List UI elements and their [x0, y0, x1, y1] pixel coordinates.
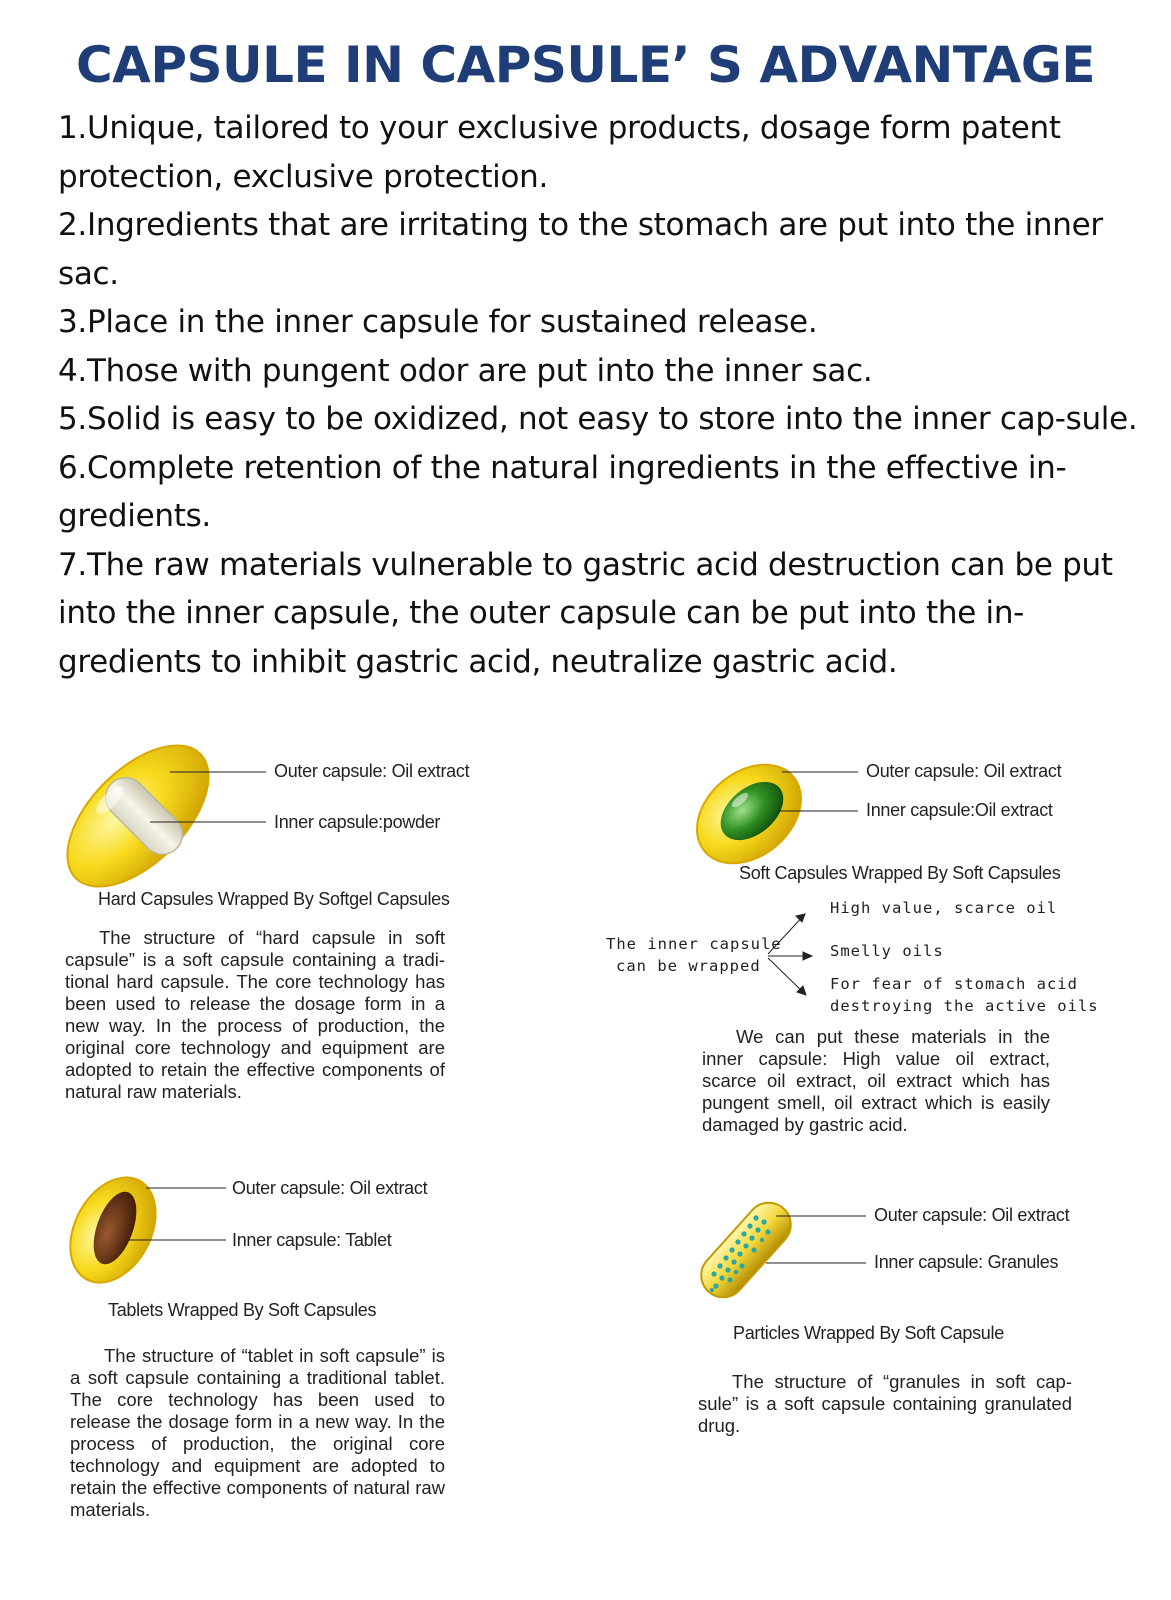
- panel-description: The structure of “tablet in soft capsule” is a soft capsule containing a traditional tablet. The core technology has been used to release the dosage form in a new way. In the process of production, the original core technology and equipment are adopted to retain the effective components of natural raw materials.: [70, 1345, 445, 1520]
- capsule-powder-illustration: [43, 721, 234, 912]
- panel-caption: Tablets Wrapped By Soft Capsules: [108, 1300, 377, 1320]
- panel-caption: Particles Wrapped By Soft Capsule: [733, 1323, 1004, 1343]
- advantage-item: 3.Place in the inner capsule for sustained release.: [58, 304, 818, 340]
- inner-capsule-label: Inner capsule: Tablet: [232, 1230, 392, 1250]
- inner-capsule-label: Inner capsule:powder: [274, 812, 441, 832]
- panel-description: The structure of “hard capsule in soft capsule” is a soft capsule containing a tradi-tional hard capsule. The core technology has been used to release the dosage form in a new way. In the process of production, the original core technology and equipment are adopted to retain the effective components of natural raw materials.: [65, 927, 445, 1102]
- branch-source-text: can be wrapped: [616, 957, 761, 975]
- advantage-item: 4.Those with pungent odor are put into the inner sac.: [58, 352, 873, 389]
- advantage-item: 6.Complete retention of the natural ingredients in the effective in-gredients.: [58, 449, 1067, 534]
- advantage-item: 1.Unique, tailored to your exclusive products, dosage form patent protection, exclusive protection.: [58, 110, 1061, 195]
- branch-item: High value, scarce oil: [830, 899, 1058, 917]
- panel-description: The structure of “granules in soft cap-sule” is a soft capsule containing granulated drug.: [698, 1371, 1072, 1436]
- panel-caption: Soft Capsules Wrapped By Soft Capsules: [739, 863, 1061, 883]
- advantage-item: 2.Ingredients that are irritating to the stomach are put into the inner sac.: [58, 207, 1103, 292]
- capsule-granules-illustration: [692, 1194, 800, 1307]
- outer-capsule-label: Outer capsule: Oil extract: [232, 1178, 428, 1198]
- branch-item: For fear of stomach acid: [830, 975, 1078, 993]
- branch-source-text: The inner capsule: [606, 935, 782, 953]
- advantage-item: 7.The raw materials vulnerable to gastric acid destruction can be put into the inner capsule, the outer capsule can be put into the in-gredients to inhibit gastric acid, neutralize gastric acid.: [58, 546, 1113, 680]
- panel-caption: Hard Capsules Wrapped By Softgel Capsules: [98, 889, 450, 909]
- outer-capsule-label: Outer capsule: Oil extract: [866, 761, 1062, 781]
- panel-description: We can put these materials in the inner capsule: High value oil extract, scarce oil extract, oil extract which has pungent smell, oil extract which is easily damaged by gastric acid.: [702, 1026, 1050, 1135]
- capsule-tablet-illustration: [53, 1163, 173, 1298]
- inner-capsule-label: Inner capsule: Granules: [874, 1252, 1059, 1272]
- page-title: CAPSULE IN CAPSULE’ S ADVANTAGE: [75, 36, 1096, 94]
- branch-item: Smelly oils: [830, 942, 944, 960]
- outer-capsule-label: Outer capsule: Oil extract: [874, 1205, 1070, 1225]
- advantage-item: 5.Solid is easy to be oxidized, not easy to store into the inner cap-sule.: [58, 401, 1138, 437]
- outer-capsule-label: Outer capsule: Oil extract: [274, 761, 470, 781]
- branch-arrows: [768, 914, 812, 995]
- inner-capsule-label: Inner capsule:Oil extract: [866, 800, 1053, 820]
- branch-item: destroying the active oils: [830, 997, 1099, 1015]
